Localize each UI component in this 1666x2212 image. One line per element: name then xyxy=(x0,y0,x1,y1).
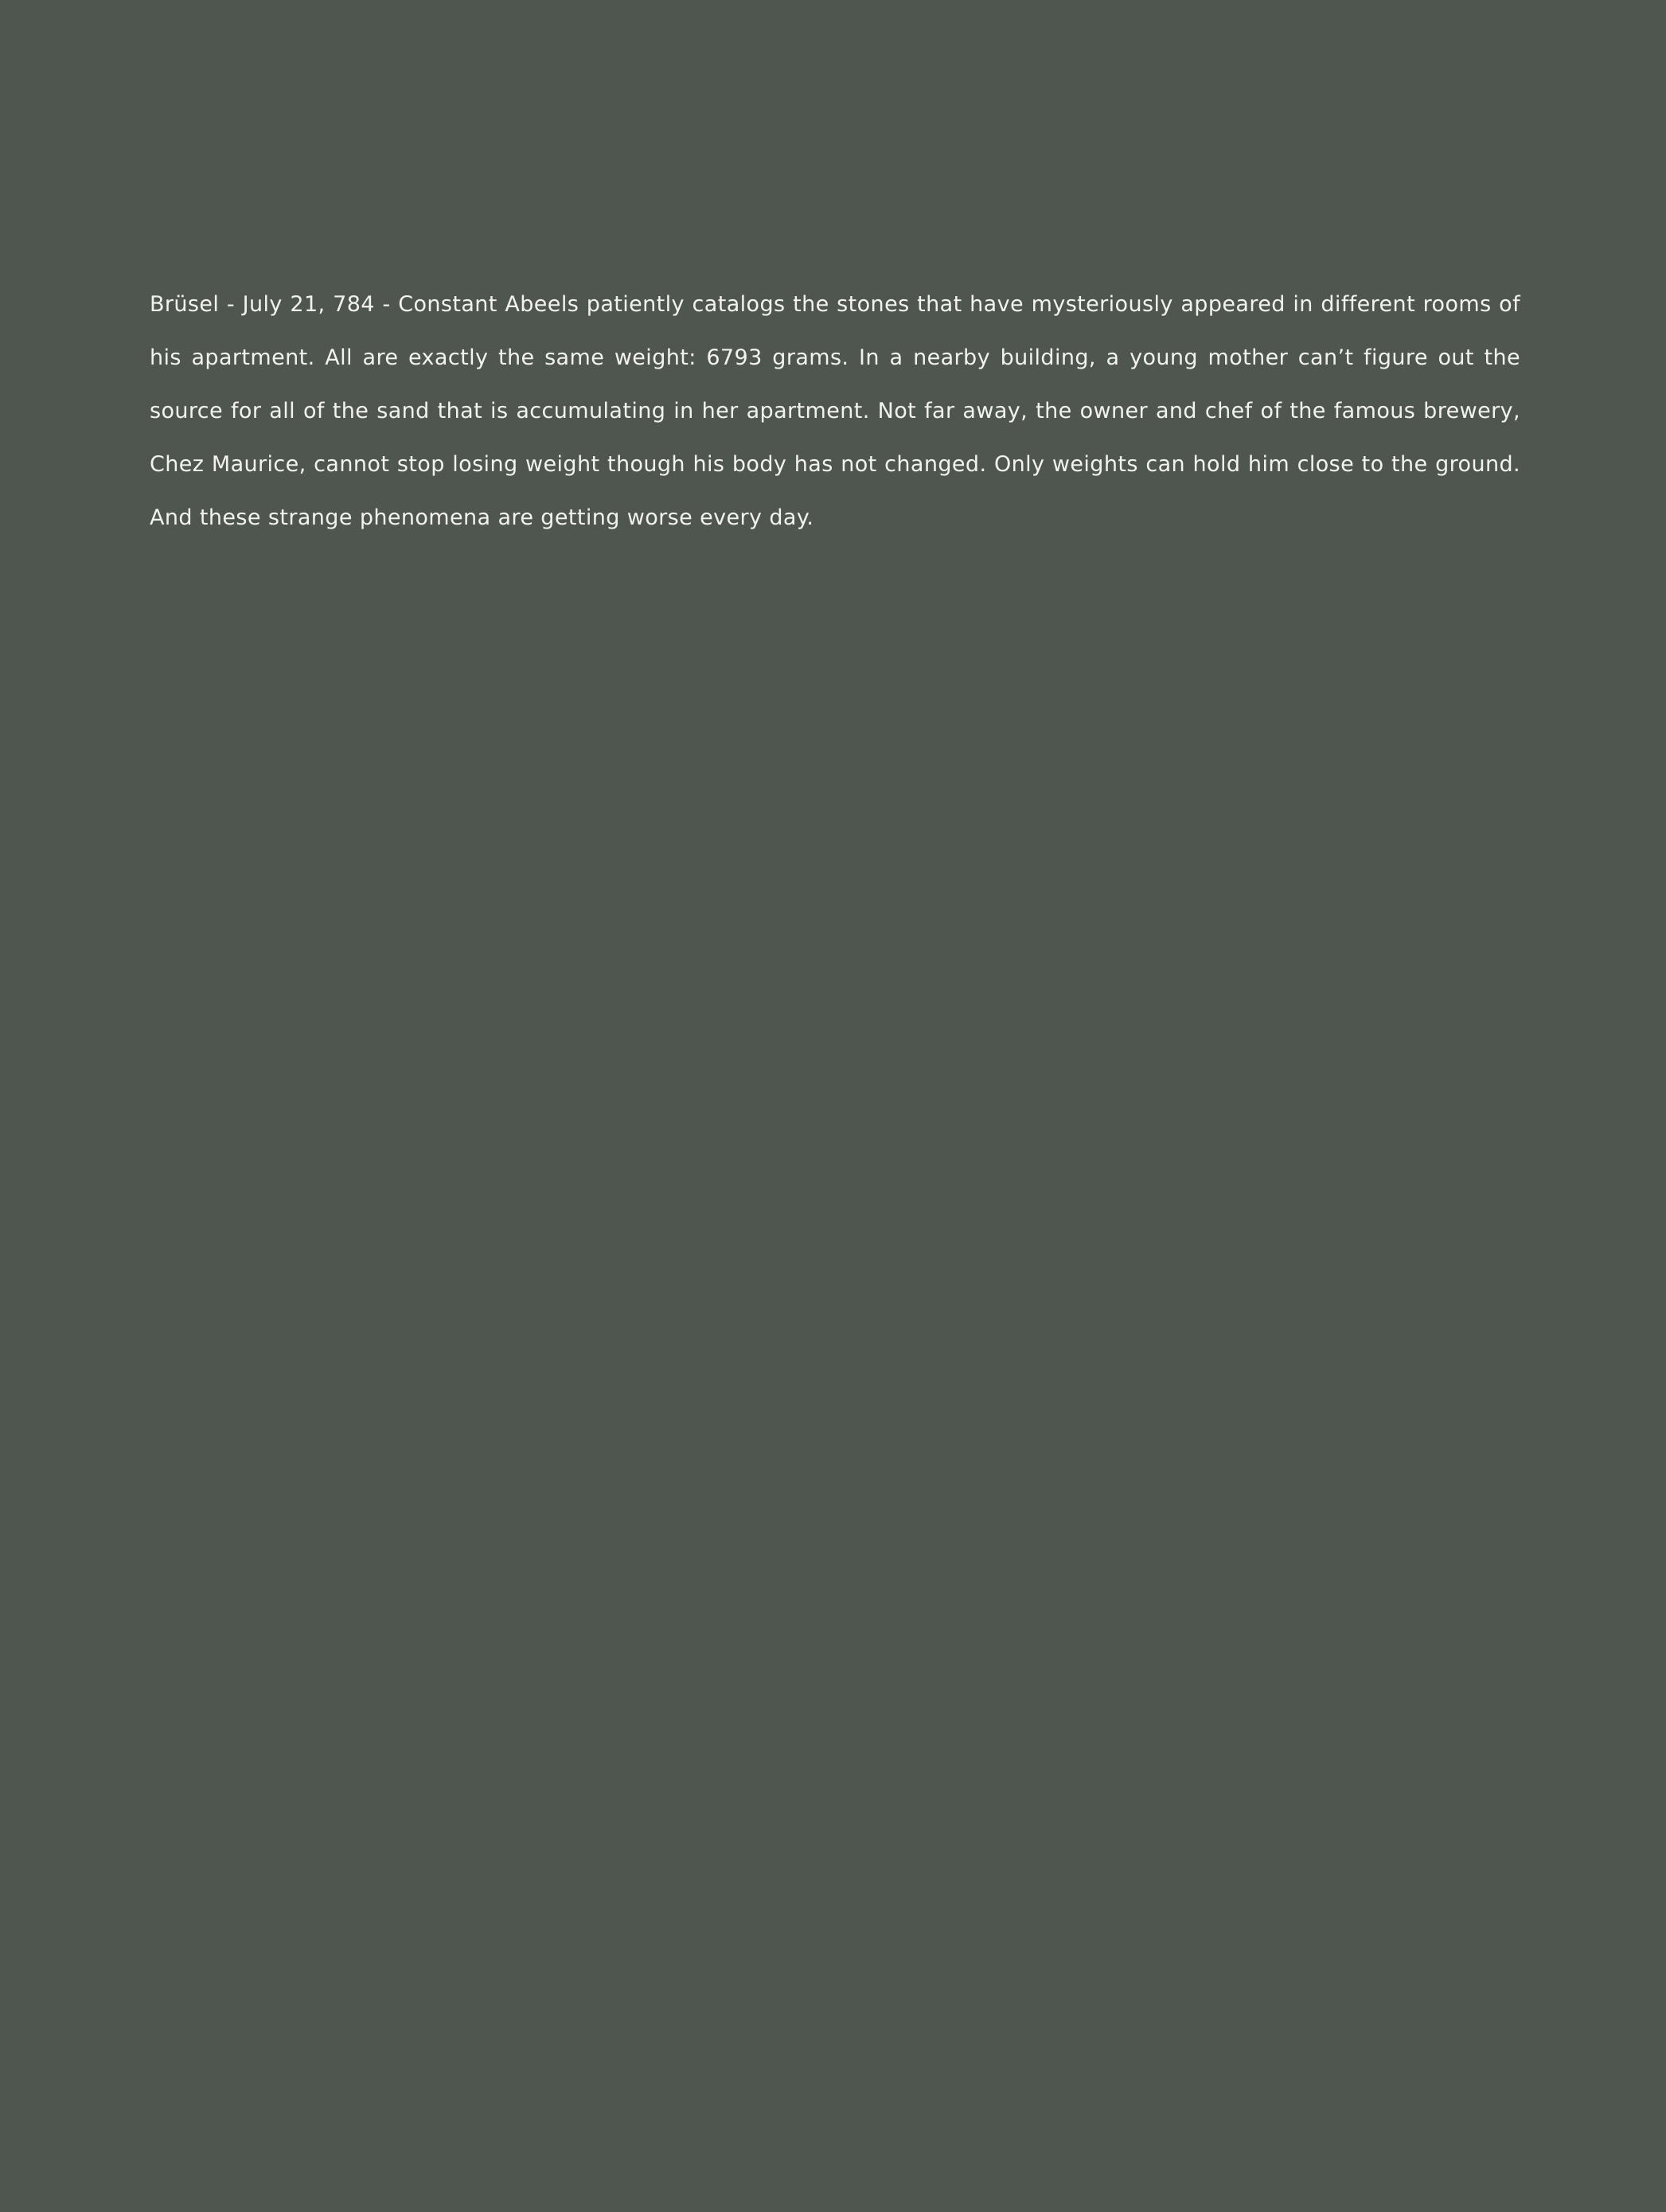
story-paragraph: Brüsel - July 21, 784 - Constant Abeels patiently catalogs the stones that have mysteriously appeared in different rooms of his apartment. All are exactly the same weight: 6793 grams. In a nearby building, a young mother can’t figure out the source for all of the sand that is accumulating in her apartment. Not far away, the owner and chef of the famous brewery, Chez Maurice, cannot stop losing weight though his body has not changed. Only weights can hold him close to the ground. And these strange phenomena are getting worse every day. xyxy=(150,292,1520,530)
text-content xyxy=(150,278,1520,544)
